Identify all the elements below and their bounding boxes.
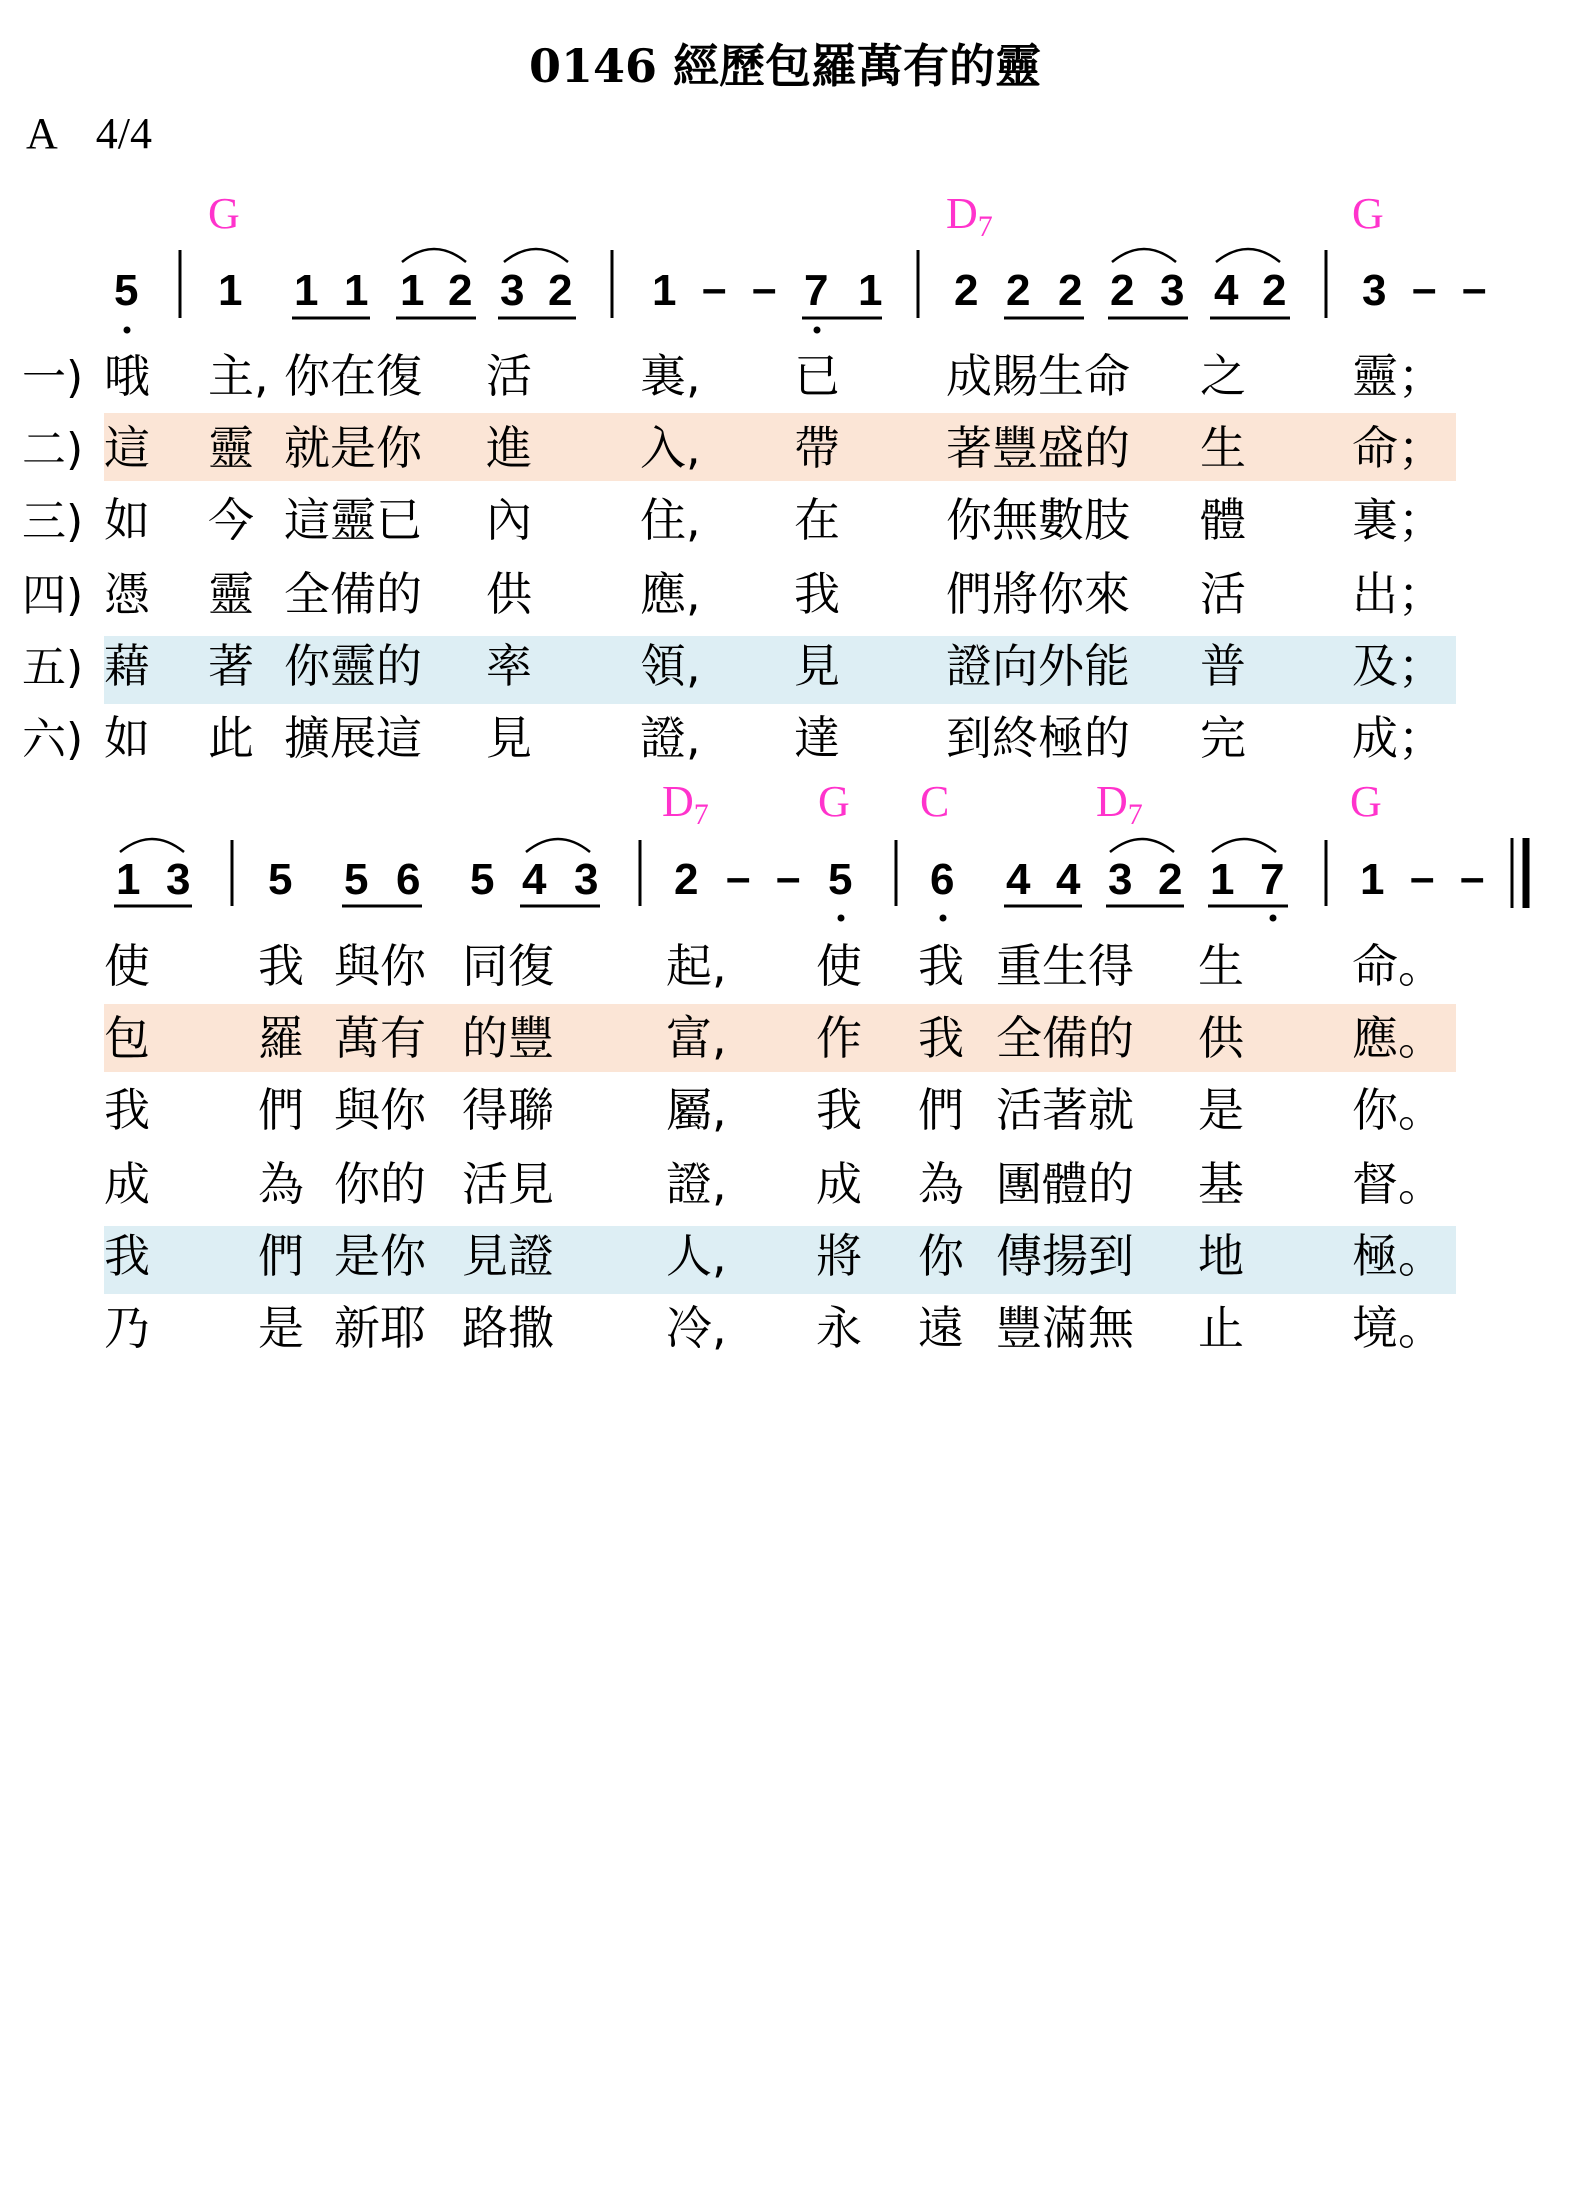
page-title: 0146 經歷包羅萬有的靈	[528, 39, 1042, 93]
time-signature: 4/4	[95, 109, 153, 158]
slur	[526, 839, 590, 852]
lyric-syllable: 靈；	[1352, 349, 1444, 403]
lyric-syllable: 遠	[918, 1301, 964, 1355]
lyric-syllable: 此	[208, 711, 254, 765]
lyric-syllable: 活見	[462, 1157, 554, 1211]
lyric-syllable: 見	[486, 711, 532, 765]
line1-slurs	[402, 249, 1280, 262]
note: 2	[1006, 266, 1031, 315]
lyric-syllable: 我	[918, 939, 964, 993]
lyric-syllable: 應,	[640, 567, 701, 621]
lyric-syllable: 全備的	[996, 1011, 1134, 1065]
lyric-syllable: 路撒	[462, 1301, 554, 1355]
note: 3	[1108, 855, 1133, 904]
slur	[1216, 249, 1280, 262]
lyric-syllable: 是	[1198, 1083, 1244, 1137]
lyric-syllable: 督。	[1352, 1157, 1444, 1211]
line2-notes	[116, 853, 1484, 904]
slur	[504, 249, 568, 262]
lyric-syllable: 憑	[104, 567, 150, 621]
lyric-syllable: 們將你來	[946, 567, 1130, 621]
note: 6	[930, 855, 955, 904]
lyric-syllable: 活	[486, 349, 532, 403]
verse-label: 二)	[22, 424, 84, 475]
lyric-syllable: 今	[208, 493, 254, 547]
lyric-syllable: 是你	[334, 1229, 426, 1283]
line1-octave-dots	[124, 327, 821, 334]
lyric-syllable: 進	[486, 421, 532, 475]
lyric-syllable: 羅	[258, 1011, 304, 1065]
lyric-syllable: 證,	[666, 1157, 727, 1211]
lyric-syllable: 同復	[462, 939, 554, 993]
lyric-syllable: 藉	[104, 639, 150, 693]
lyric-syllable: 你。	[1352, 1083, 1444, 1137]
note: 7	[804, 266, 829, 315]
lyric-syllable: 著豐盛的	[946, 421, 1130, 475]
lyric-syllable: 將	[816, 1229, 862, 1283]
lyric-syllable: 靈	[208, 567, 254, 621]
note: 4	[522, 855, 547, 904]
lyric-syllable: 重生得	[996, 939, 1134, 993]
lyric-syllable: 全備的	[284, 567, 422, 621]
low-octave-dot	[124, 327, 131, 334]
note: –	[702, 264, 727, 313]
lyric-syllable: 乃	[104, 1301, 150, 1355]
slur	[1212, 839, 1276, 852]
verse-label: 三)	[22, 496, 84, 547]
lyric-syllable: 就是你	[284, 421, 422, 475]
line1-verse-labels	[22, 352, 83, 765]
lyric-syllable: 命；	[1352, 421, 1444, 475]
slur	[120, 839, 184, 852]
lyric-syllable: 內	[486, 493, 532, 547]
lyric-syllable: 普	[1200, 639, 1246, 693]
note: 1	[1360, 855, 1385, 904]
lyric-syllable: 止	[1198, 1301, 1244, 1355]
lyric-syllable: 靈	[208, 421, 254, 475]
lyric-syllable: 活	[1200, 567, 1246, 621]
note: 2	[674, 855, 699, 904]
lyric-syllable: 生	[1200, 421, 1246, 475]
note: 4	[1214, 266, 1239, 315]
low-octave-dot	[940, 915, 947, 922]
verse-label: 五)	[22, 642, 84, 693]
note: 1	[218, 266, 243, 315]
slur	[402, 249, 466, 262]
lyric-syllable: 境。	[1352, 1301, 1444, 1355]
lyric-syllable: 完	[1200, 711, 1246, 765]
lyric-syllable: 活著就	[996, 1083, 1134, 1137]
note: –	[776, 853, 801, 902]
chord-symbol: C	[920, 777, 950, 826]
lyric-syllable: 這靈已	[284, 493, 422, 547]
line2-barlines	[232, 838, 1526, 908]
chord-symbol: D7	[662, 777, 709, 831]
note: 7	[1260, 855, 1285, 904]
note: 6	[396, 855, 421, 904]
lyric-syllable: 到終極的	[946, 711, 1130, 765]
lyric-syllable: 極。	[1352, 1229, 1444, 1283]
lyric-syllable: 團體的	[996, 1157, 1134, 1211]
lyric-syllable: 成賜生命	[946, 349, 1130, 403]
chord-symbol: G	[818, 777, 850, 826]
lyric-syllable: 包	[104, 1011, 150, 1065]
verse-label: 一)	[22, 352, 84, 403]
lyric-syllable: 主,	[208, 349, 269, 403]
note: 2	[1110, 266, 1135, 315]
lyric-syllable: 為	[258, 1157, 304, 1211]
lyric-syllable: 我	[816, 1083, 862, 1137]
lyric-syllable: 們	[258, 1083, 304, 1137]
lyric-syllable: 入,	[640, 421, 701, 475]
low-octave-dot	[814, 327, 821, 334]
note: –	[1410, 853, 1435, 902]
lyric-syllable: 人,	[666, 1229, 727, 1283]
lyric-syllable: 你無數肢	[946, 493, 1130, 547]
slur	[1110, 839, 1174, 852]
lyric-syllable: 出；	[1352, 567, 1444, 621]
lyric-syllable: 們	[258, 1229, 304, 1283]
lyric-syllable: 們	[918, 1083, 964, 1137]
lyric-syllable: 地	[1198, 1229, 1244, 1283]
chord-symbol: G	[1352, 189, 1384, 238]
chord-symbol: D7	[1096, 777, 1143, 831]
note: 2	[954, 266, 979, 315]
note: 1	[344, 266, 369, 315]
note: –	[752, 264, 777, 313]
lyric-syllable: 哦	[104, 349, 150, 403]
low-octave-dot	[1270, 915, 1277, 922]
lyric-syllable: 傳揚到	[996, 1229, 1134, 1283]
lyric-syllable: 萬有	[334, 1011, 426, 1065]
lyric-syllable: 證,	[640, 711, 701, 765]
lyric-syllable: 如	[104, 711, 150, 765]
note: 3	[500, 266, 525, 315]
lyric-syllable: 我	[104, 1083, 150, 1137]
lyric-syllable: 裏,	[640, 349, 701, 403]
lyric-syllable: 我	[258, 939, 304, 993]
verse-label: 六)	[22, 714, 84, 765]
note: 3	[1160, 266, 1185, 315]
note: –	[1462, 264, 1487, 313]
lyric-syllable: 使	[104, 939, 150, 993]
lyric-syllable: 帶	[794, 421, 840, 475]
lyric-syllable: 率	[486, 639, 532, 693]
note: 5	[114, 266, 139, 315]
note: 1	[294, 266, 319, 315]
lyric-syllable: 及；	[1352, 639, 1444, 693]
lyric-syllable: 你	[918, 1229, 964, 1283]
lyric-syllable: 富,	[666, 1011, 727, 1065]
chord-symbol: D7	[946, 189, 993, 243]
note: 1	[1210, 855, 1235, 904]
lyric-syllable: 使	[816, 939, 862, 993]
lyric-syllable: 著	[208, 639, 254, 693]
lyric-syllable: 達	[794, 711, 840, 765]
chord-symbol: G	[1350, 777, 1382, 826]
line2-slurs	[120, 839, 1276, 852]
lyric-syllable: 我	[104, 1229, 150, 1283]
lyric-syllable: 我	[794, 567, 840, 621]
note: 4	[1056, 855, 1081, 904]
slur	[1112, 249, 1176, 262]
lyric-syllable: 已	[794, 349, 840, 403]
note: 2	[548, 266, 573, 315]
lyric-syllable: 裏；	[1352, 493, 1444, 547]
lyric-syllable: 的豐	[462, 1011, 554, 1065]
note: –	[726, 853, 751, 902]
lyric-syllable: 供	[486, 567, 532, 621]
note: 1	[652, 266, 677, 315]
note: 2	[1262, 266, 1287, 315]
lyric-syllable: 這	[104, 421, 150, 475]
note: 5	[828, 855, 853, 904]
note: 1	[116, 855, 141, 904]
lyric-syllable: 如	[104, 493, 150, 547]
chord-symbol: G	[208, 189, 240, 238]
note: 5	[344, 855, 369, 904]
lyric-syllable: 證向外能	[946, 639, 1130, 693]
lyric-syllable: 成	[104, 1157, 150, 1211]
lyric-syllable: 體	[1200, 493, 1246, 547]
note: 5	[268, 855, 293, 904]
line2-octave-dots	[838, 915, 1277, 922]
line2-chords	[662, 777, 1382, 831]
line1-notes	[114, 264, 1486, 315]
lyric-syllable: 生	[1198, 939, 1244, 993]
lyric-syllable: 基	[1198, 1157, 1244, 1211]
lyric-syllable: 得聯	[462, 1083, 554, 1137]
note: 2	[1158, 855, 1183, 904]
note: 3	[1362, 266, 1387, 315]
lyric-syllable: 見	[794, 639, 840, 693]
lyric-syllable: 供	[1198, 1011, 1244, 1065]
lyric-syllable: 冷,	[666, 1301, 727, 1355]
low-octave-dot	[838, 915, 845, 922]
lyric-syllable: 應。	[1352, 1011, 1444, 1065]
verse5-band-line2	[104, 1226, 1456, 1294]
lyric-syllable: 為	[918, 1157, 964, 1211]
lyric-syllable: 成；	[1352, 711, 1444, 765]
lyric-syllable: 與你	[334, 1083, 426, 1137]
lyric-syllable: 擴展這	[284, 711, 422, 765]
note: 4	[1006, 855, 1031, 904]
lyric-syllable: 之	[1200, 349, 1246, 403]
lyric-syllable: 你靈的	[284, 639, 422, 693]
line1-chords	[208, 189, 1384, 243]
note: –	[1460, 853, 1485, 902]
lyric-syllable: 屬,	[666, 1083, 727, 1137]
lyric-syllable: 你在復	[284, 349, 422, 403]
lyric-syllable: 永	[816, 1301, 862, 1355]
lyric-syllable: 與你	[334, 939, 426, 993]
lyric-syllable: 你的	[334, 1157, 426, 1211]
lyric-syllable: 在	[794, 493, 840, 547]
note: 1	[400, 266, 425, 315]
note: 1	[858, 266, 883, 315]
note: 3	[574, 855, 599, 904]
note: 5	[470, 855, 495, 904]
note: –	[1412, 264, 1437, 313]
note: 2	[448, 266, 473, 315]
lyric-syllable: 領,	[640, 639, 701, 693]
lyric-syllable: 住,	[640, 493, 701, 547]
lyric-syllable: 作	[816, 1011, 862, 1065]
lyric-syllable: 我	[918, 1011, 964, 1065]
note: 3	[166, 855, 191, 904]
lyric-syllable: 豐滿無	[996, 1301, 1134, 1355]
verse-label: 四)	[22, 570, 84, 621]
lyric-syllable: 見證	[462, 1229, 554, 1283]
lyric-syllable: 起,	[666, 939, 727, 993]
lyric-syllable: 成	[816, 1157, 862, 1211]
lyric-syllable: 是	[258, 1301, 304, 1355]
lyric-syllable: 新耶	[334, 1301, 426, 1355]
lyric-syllable: 命。	[1352, 939, 1444, 993]
verse2-band-line2	[104, 1004, 1456, 1072]
key-label: A	[26, 109, 58, 158]
note: 2	[1058, 266, 1083, 315]
